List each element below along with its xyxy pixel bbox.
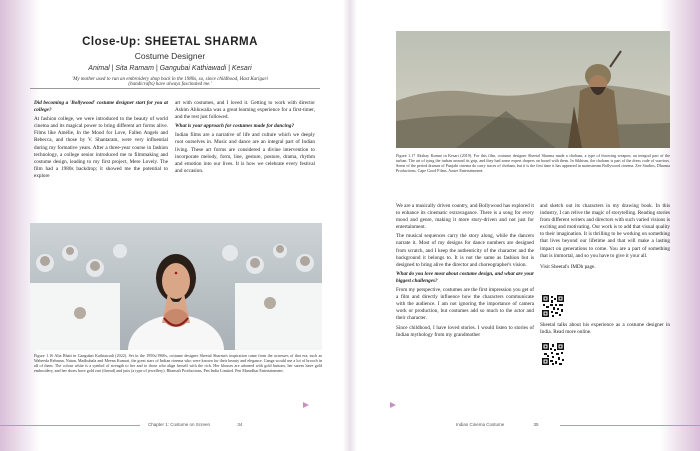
arrow-icon <box>390 402 396 408</box>
answer: Since childhood, I have loved stories. I would listen to stories of Indian mythology from my grandmother <box>396 324 534 338</box>
question: What do you love most about costume design, and what are your biggest challenges? <box>396 270 534 284</box>
crowd-photo-illustration <box>30 223 322 350</box>
answer: At fashion college, we were introduced to the beauty of world cinema and its magical power to bring different art forms alive. Films like Amélie, In the Mood for Love, Fallen Angels and Rebecca, and those by V. Shantaram, were very influential during my formative years. After a three-year course in fashion technology, a college senior introduced me to filmmaking and costume design, leading to my first project, Mere Lovely. The film had a 1980s backdrop; it showed me the potential to explore <box>34 116 168 179</box>
footer-rule <box>560 425 700 426</box>
article-qr-code[interactable] <box>541 342 565 366</box>
film-list: Animal | Sita Ramam | Gangubai Kathiawadi | Kesari <box>88 65 252 72</box>
arrow-icon <box>303 402 309 408</box>
right-column-2 <box>540 203 670 273</box>
right-page <box>350 0 700 451</box>
footer-chapter: Chapter 1: Costume on Screen <box>148 422 211 427</box>
figure-1-17-caption: Figure 1.17 Akshay Kumar in Kesari (2019). For this film, costume designer Sheetal Sharma made a chobam, a type of throwing weapon, an integral part of the turban. The art of tying the turban around its grip, and they had some expert drapers on board with them. In Sikhism, the chobam is part of the dress code of warriors. Some of the period dramas of Punjabi cinema do carry traces of chobam, but it is the first time it has appeared in mainstream Bollywood cinema. Zee Studios, Dharma Productions, Cape Good Films, Azure Entertainment. <box>396 153 670 174</box>
footer-chapter: Indian Cinema Costume <box>456 422 505 427</box>
qr-code-icon <box>541 342 565 366</box>
figure-1-16-photo <box>30 223 322 350</box>
right-column-2-lower <box>540 322 670 338</box>
footer <box>456 422 539 427</box>
page-number: 35 <box>533 422 539 427</box>
paragraph: The musical sequences carry the story along, while the dancers narrate it. Most of my designs for dance numbers are designed from scratch, and I keep the authenticity of the character and the background it belongs to. It is not the same as fashion but is designed to bring alive the director and choreographer's vision. <box>396 233 534 268</box>
figure-1-17-photo <box>396 31 670 148</box>
page-title: Close-Up: SHEETAL SHARMA <box>82 36 258 48</box>
paragraph: We are a musically driven country, and Bollywood has explored it to enhance its cinematic extravagance. There is a song for every mood and genre, making it more story-driven and not just for entertainment. <box>396 203 534 231</box>
question: What is your approach for costumes made for dancing? <box>175 123 295 130</box>
footer-rule <box>0 425 140 426</box>
answer: From my perspective, costumes are the first impression you get of a film and directly influence how the characters communicate with the audience. I am not ignoring the importance of camera work or production, but costumes add so much to the actor and their character. <box>396 287 534 322</box>
question: Did becoming a 'Bollywood' costume designer start for you at college? <box>34 100 168 114</box>
book-gutter <box>343 0 357 451</box>
page-number: 34 <box>237 422 243 427</box>
page-subtitle: Costume Designer <box>134 51 206 61</box>
footer <box>148 422 242 427</box>
qr-code-icon <box>541 294 565 318</box>
warrior-photo-illustration <box>396 31 670 148</box>
pull-quote: 'My mother used to run an embroidery shop back in the 1980s, so, since childhood, Hast Karigari (handicrafts) have always fascinated me.' <box>72 77 268 87</box>
answer-continued: art with costumes, and I loved it. Getting to work with director Ashim Ahluwalia was a great learning experience for a first-timer, and the rest just followed. <box>175 100 315 121</box>
right-column-1 <box>396 203 534 341</box>
qr-label: Visit Sheetal's IMDb page. <box>540 263 596 270</box>
figure-1-16-caption: Figure 1.16 Alia Bhatt in Gangubai Kathiawadi (2022). Set in the 1950s/1960s, costume designer Sheetal Sharma's inspiration came from the actresses of that era, such as Waheeda Rehman, Nutan, Madhubala and Meena Kumari, the great stars of Indian cinema who were known for their beauty and elegance. Ganga would use a lot of brooch in all of them. The colour white is a symbol of strength to her and to those who align herself with the rich. Her blouses are adorned with gold buttons, her sarees have gold embroidery, and her shoes have gold zari (thread) and jutis (a type of jewellery). Bhansali Productions, Pen India Limited. Pen Marudhar Entertainment. <box>34 353 322 374</box>
left-column-2 <box>175 100 315 177</box>
answer: Indian films are a narrative of life and culture which we deeply root ourselves in. Music and dance are an integral part of Indian living. These art forms are considered a divine intervention to incorporate melody, form, line, gesture, posture, drama, rhythm and emotion into our lives. It is how we celebrate every festival and occasion. <box>175 132 315 174</box>
imdb-qr-code[interactable] <box>541 294 565 318</box>
paragraph: and sketch out its characters in my drawing book. In this industry, I can relive the magic of storytelling. Reading stories from different writers and directors with such varied visions is exciting and motivating. Our work is to add that visual quality to their imagination. It is thrilling to be working on something that lives beyond our lifetime and that will make a lasting impact on generations to come. You are a part of something that is immortal, and so you have to give it your all. <box>540 203 670 259</box>
divider <box>30 88 320 89</box>
qr-label: Sheetal talks about his experience as a costume designer in India. Read more online. <box>540 322 670 336</box>
left-column-1 <box>34 100 168 182</box>
